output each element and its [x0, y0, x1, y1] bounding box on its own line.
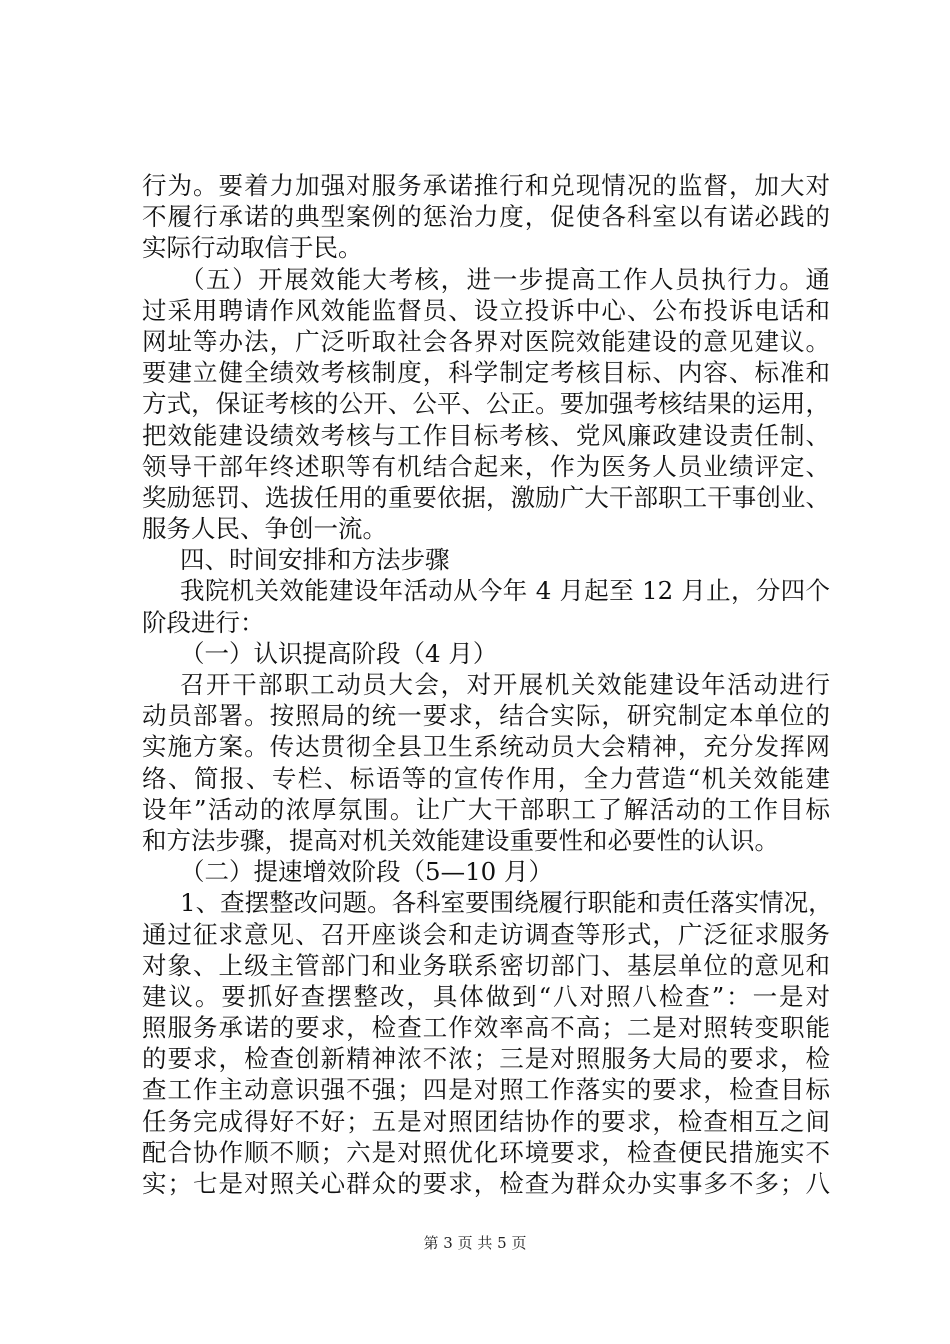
- text-line: 方式，保证考核的公开、公平、公正。要加强考核结果的运用，: [142, 389, 830, 419]
- text-line: 奖励惩罚、选拔任用的重要依据，激励广大干部职工干事创业、: [142, 482, 830, 512]
- page-footer: [0, 1232, 950, 1253]
- text-line: 服务人民、争创一流。: [142, 514, 387, 544]
- text-line: 把效能建设绩效考核与工作目标考核、党风廉政建设责任制、: [142, 420, 830, 450]
- text-line: 查工作主动意识强不强；四是对照工作落实的要求，检查目标: [142, 1075, 830, 1105]
- page-number-label: 第 3 页 共 5 页: [423, 1234, 527, 1252]
- text-line: （二）提速增效阶段（5—10 月）: [180, 857, 554, 887]
- text-line: 照服务承诺的要求，检查工作效率高不高；二是对照转变职能: [142, 1013, 830, 1043]
- text-line: 1、查摆整改问题。各科室要围绕履行职能和责任落实情况，: [180, 888, 833, 918]
- text-line: 配合协作顺不顺；六是对照优化环境要求，检查便民措施实不: [142, 1137, 830, 1167]
- text-line: 实际行动取信于民。: [142, 233, 363, 263]
- text-line: 不履行承诺的典型案例的惩治力度，促使各科室以有诺必践的: [142, 202, 830, 232]
- text-line: 四、时间安排和方法步骤: [180, 545, 450, 575]
- text-line: 建议。要抓好查摆整改，具体做到“八对照八检查”：一是对: [142, 981, 830, 1011]
- text-line: 任务完成得好不好；五是对照团结协作的要求，检查相互之间: [142, 1106, 830, 1136]
- text-line: 要建立健全绩效考核制度，科学制定考核目标、内容、标准和: [142, 358, 830, 388]
- text-line: 网址等办法，广泛听取社会各界对医院效能建设的意见建议。: [142, 326, 830, 356]
- text-line: 过采用聘请作风效能监督员、设立投诉中心、公布投诉电话和: [142, 295, 830, 325]
- text-line: 对象、上级主管部门和业务联系密切部门、基层单位的意见和: [142, 950, 830, 980]
- text-line: 的要求，检查创新精神浓不浓；三是对照服务大局的要求，检: [142, 1044, 830, 1074]
- text-line: 络、简报、专栏、标语等的宣传作用，全力营造“机关效能建: [142, 763, 830, 793]
- document-body: [142, 170, 833, 1199]
- text-line: 设年”活动的浓厚氛围。让广大干部职工了解活动的工作目标: [142, 794, 830, 824]
- text-line: 和方法步骤，提高对机关效能建设重要性和必要性的认识。: [142, 825, 779, 855]
- text-line: 动员部署。按照局的统一要求，结合实际，研究制定本单位的: [142, 701, 830, 731]
- text-line: 召开干部职工动员大会，对开展机关效能建设年活动进行: [180, 670, 830, 699]
- text-line: （一）认识提高阶段（4 月）: [180, 638, 498, 668]
- text-line: 我院机关效能建设年活动从今年 4 月起至 12 月止，分四个: [180, 576, 830, 606]
- text-line: 阶段进行：: [142, 607, 265, 637]
- text-line: （五）开展效能大考核，进一步提高工作人员执行力。通: [180, 264, 830, 294]
- text-line: 行为。要着力加强对服务承诺推行和兑现情况的监督，加大对: [142, 171, 830, 200]
- text-line: 通过征求意见、召开座谈会和走访调查等形式，广泛征求服务: [142, 919, 830, 949]
- text-line: 实施方案。传达贯彻全县卫生系统动员大会精神，充分发挥网: [142, 732, 830, 762]
- text-line: 实；七是对照关心群众的要求，检查为群众办实事多不多；八: [142, 1169, 830, 1198]
- text-line: 领导干部年终述职等有机结合起来，作为医务人员业绩评定、: [142, 451, 830, 481]
